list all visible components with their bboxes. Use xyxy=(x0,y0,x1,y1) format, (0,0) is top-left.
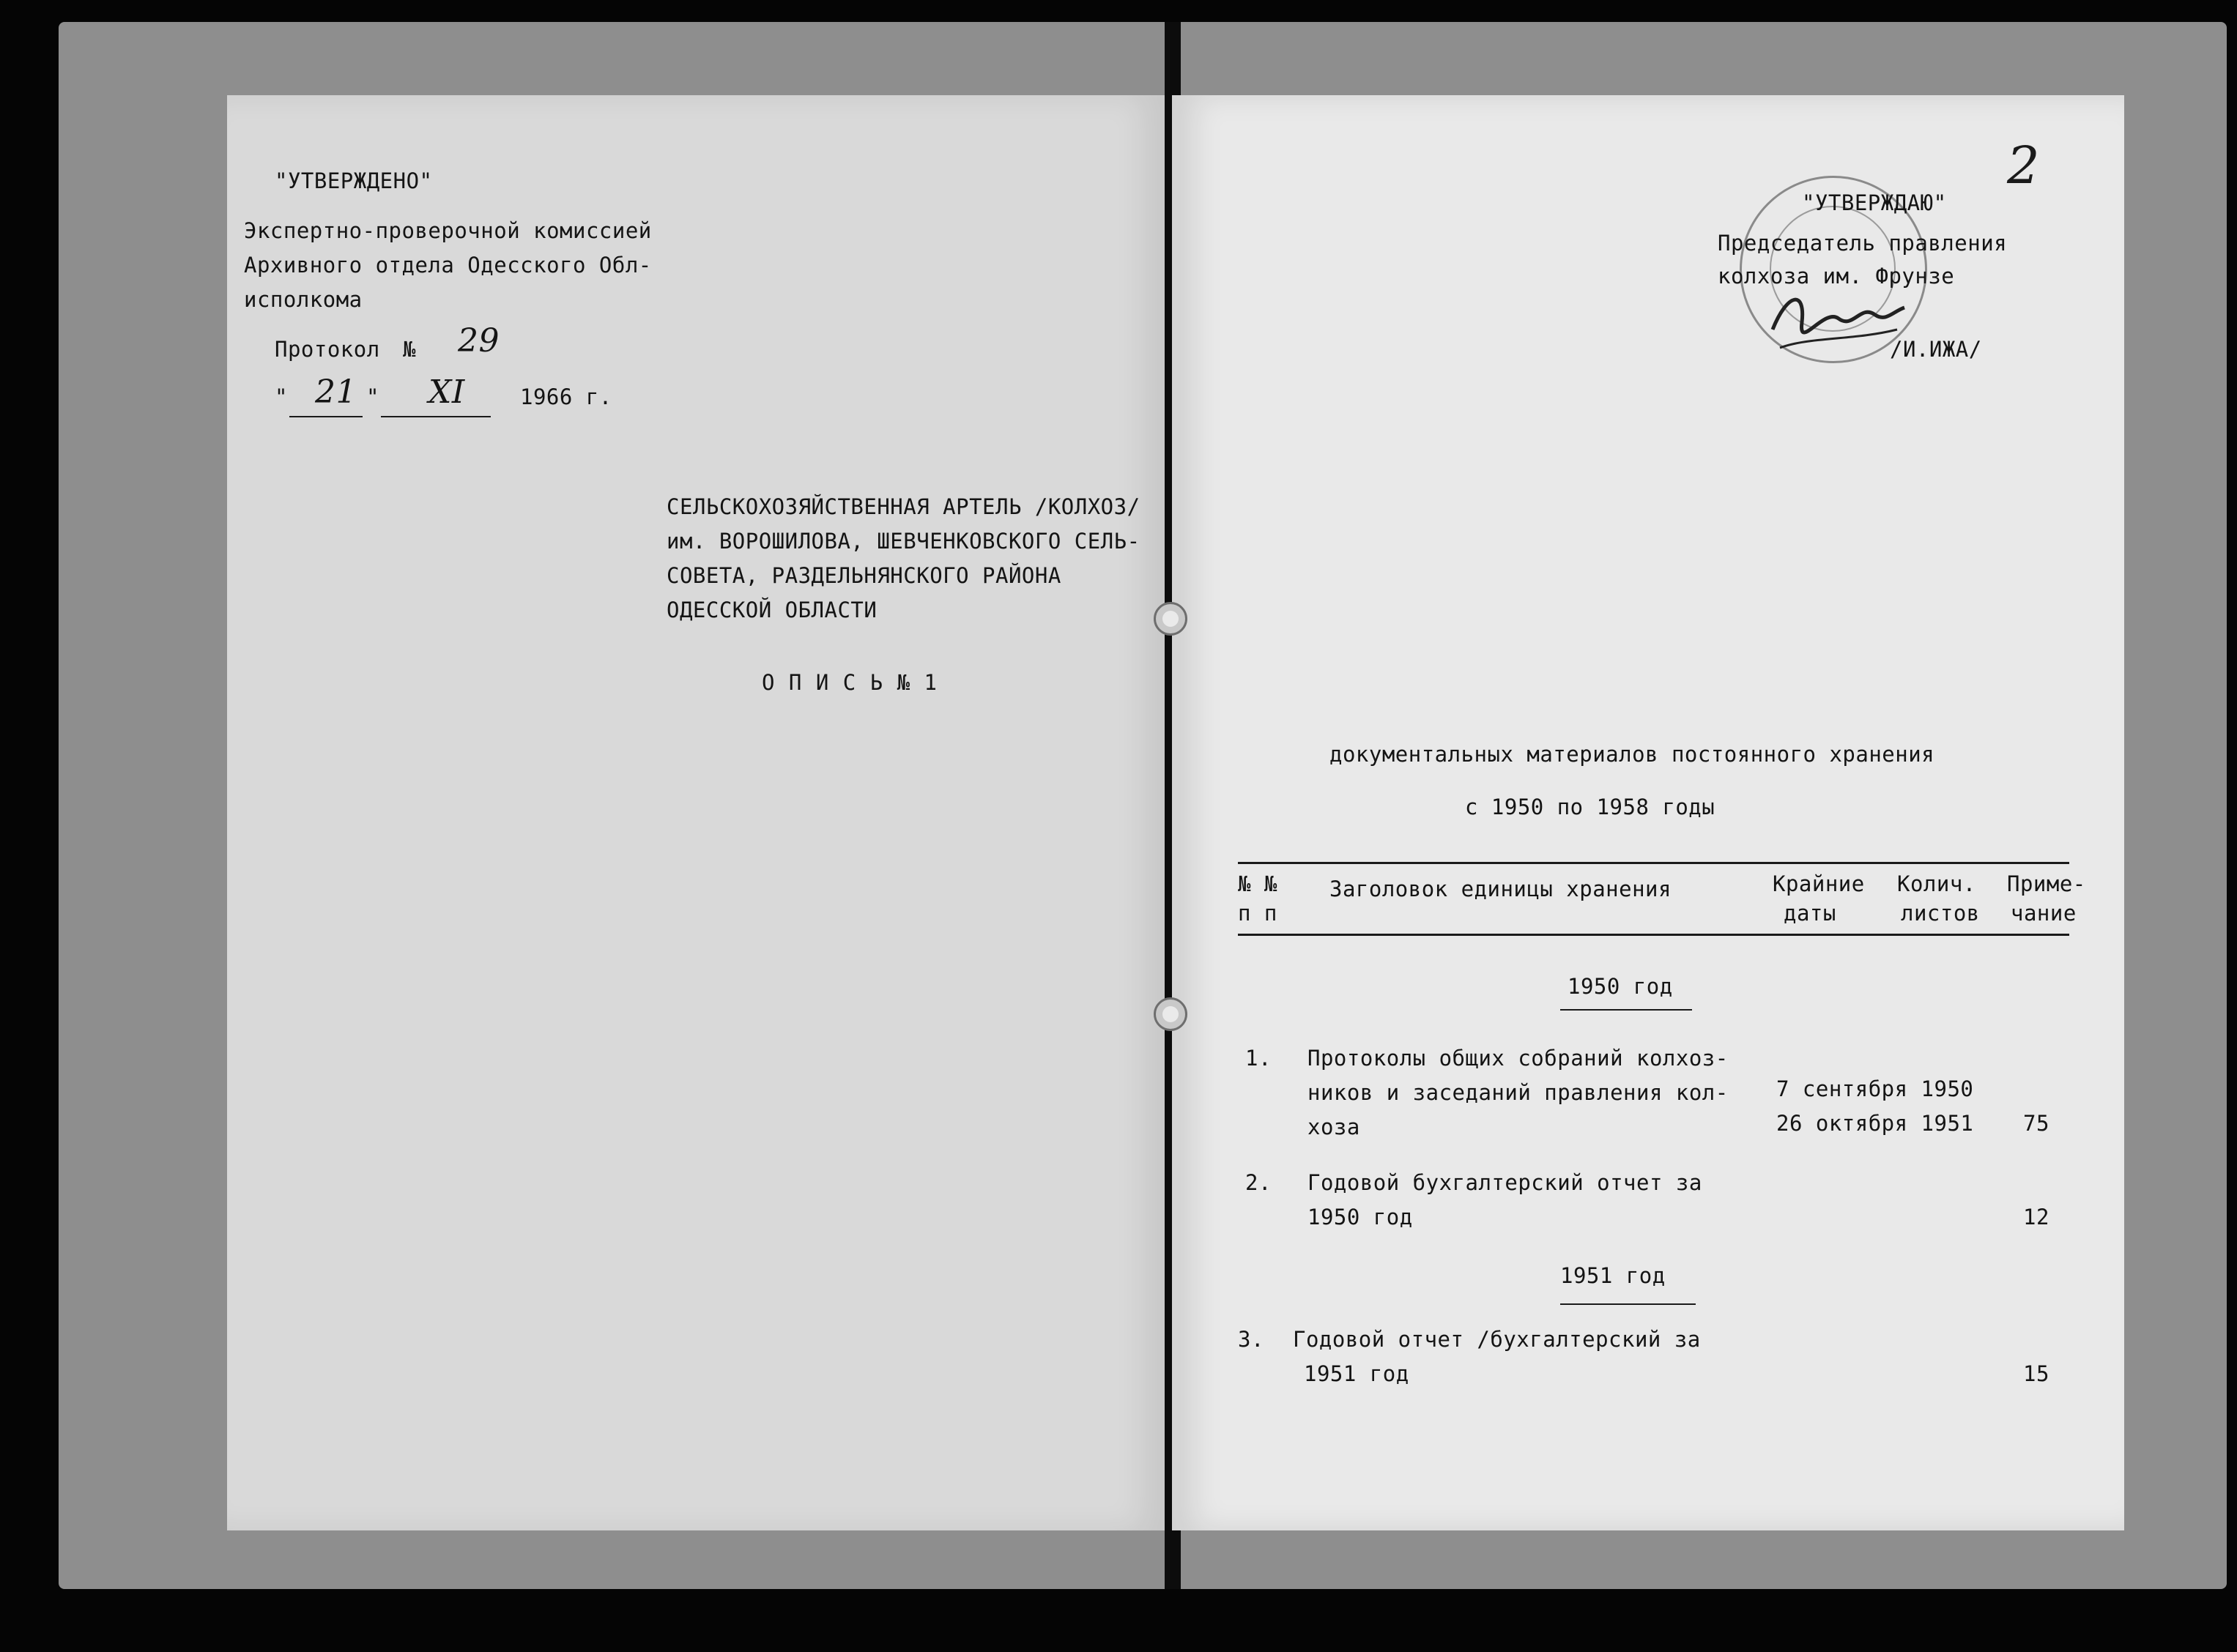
approved-label: "УТВЕРЖДЕНО" xyxy=(275,168,433,193)
col-num-header-2: п п xyxy=(1238,901,1277,926)
protocol-number: 29 xyxy=(458,322,500,360)
approved-line-1: Экспертно-проверочной комиссией xyxy=(244,218,652,243)
item-1-title-line-2: ников и заседаний правления кол- xyxy=(1307,1080,1729,1105)
item-2-title-line-2: 1950 год xyxy=(1307,1205,1413,1229)
date-day-underline xyxy=(289,416,363,417)
date-month: XI xyxy=(429,373,465,411)
date-month-underline xyxy=(381,416,491,417)
table-header-rule xyxy=(1238,934,2069,936)
binding-hole-top xyxy=(1154,602,1187,636)
col-dates-header-1: Крайние xyxy=(1773,871,1865,896)
binding-hole-bottom xyxy=(1154,997,1187,1031)
approve-line-2: колхоза им. Фрунзе xyxy=(1718,264,1955,289)
col-num-header-1: № № xyxy=(1238,871,1277,896)
inventory-title: О П И С Ь № 1 xyxy=(762,670,938,695)
date-quote-close: " xyxy=(366,384,379,409)
item-2-number: 2. xyxy=(1245,1170,1272,1195)
item-2-sheets: 12 xyxy=(2023,1205,2049,1229)
item-3-title-line-1: Годовой отчет /бухгалтерский за xyxy=(1293,1327,1701,1352)
col-title-header: Заголовок единицы хранения xyxy=(1329,877,1672,901)
item-1-date-to: 26 октября 1951 xyxy=(1776,1111,1974,1136)
year-heading-1950: 1950 год xyxy=(1568,974,1673,999)
protocol-number-sign: № xyxy=(403,337,416,362)
year-heading-1951: 1951 год xyxy=(1560,1263,1666,1288)
org-line-3: СОВЕТА, РАЗДЕЛЬНЯНСКОГО РАЙОНА xyxy=(667,563,1061,588)
item-1-number: 1. xyxy=(1245,1046,1272,1071)
table-top-rule xyxy=(1238,862,2069,864)
org-line-2: им. ВОРОШИЛОВА, ШЕВЧЕНКОВСКОГО СЕЛЬ- xyxy=(667,529,1140,554)
date-year: 1966 г. xyxy=(520,384,612,409)
date-day: 21 xyxy=(315,373,357,411)
approve-line-1: Председатель правления xyxy=(1718,231,2008,256)
inventory-subtitle: документальных материалов постоянного хранения xyxy=(1329,742,1935,767)
col-note-header-1: Приме- xyxy=(2007,871,2086,896)
approve-label: "УТВЕРЖДАЮ" xyxy=(1802,190,1947,215)
col-sheets-header-2: листов xyxy=(1901,901,1980,926)
col-dates-header-2: даты xyxy=(1784,901,1836,926)
protocol-label: Протокол xyxy=(275,337,380,362)
item-1-title-line-1: Протоколы общих собраний колхоз- xyxy=(1307,1046,1729,1071)
page-number: 2 xyxy=(2007,135,2040,196)
item-3-sheets: 15 xyxy=(2023,1361,2049,1386)
item-1-sheets: 75 xyxy=(2023,1111,2049,1136)
year-1951-underline xyxy=(1560,1303,1696,1305)
year-1950-underline xyxy=(1560,1009,1692,1011)
item-1-title-line-3: хоза xyxy=(1307,1115,1360,1139)
signer-name: /И.ИЖА/ xyxy=(1890,337,1982,362)
approved-line-2: Архивного отдела Одесского Обл- xyxy=(244,253,652,278)
col-sheets-header-1: Колич. xyxy=(1897,871,1976,896)
item-3-title-line-2: 1951 год xyxy=(1304,1361,1409,1386)
item-1-date-from: 7 сентября 1950 xyxy=(1776,1076,1974,1101)
col-note-header-2: чание xyxy=(2011,901,2077,926)
org-line-1: СЕЛЬСКОХОЗЯЙСТВЕННАЯ АРТЕЛЬ /КОЛХОЗ/ xyxy=(667,494,1140,519)
left-page-blank xyxy=(227,95,1165,1530)
approved-line-3: исполкома xyxy=(244,287,363,312)
item-3-number: 3. xyxy=(1238,1327,1264,1352)
date-quote-open: " xyxy=(275,384,288,409)
inventory-period: с 1950 по 1958 годы xyxy=(1465,795,1715,819)
item-2-title-line-1: Годовой бухгалтерский отчет за xyxy=(1307,1170,1702,1195)
org-line-4: ОДЕССКОЙ ОБЛАСТИ xyxy=(667,598,878,622)
